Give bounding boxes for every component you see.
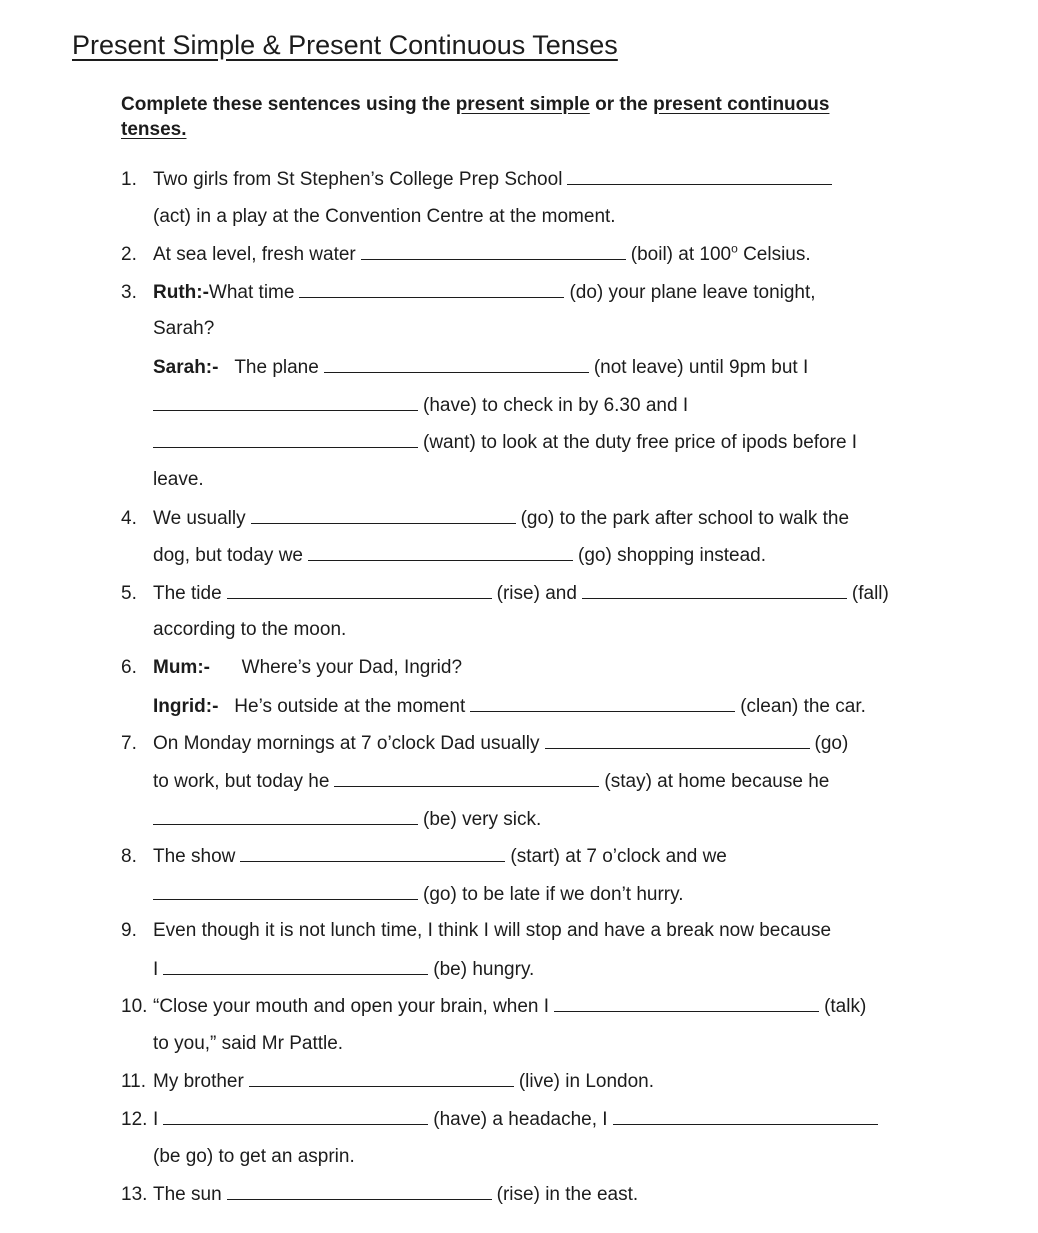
question-9-line-1 <box>121 918 831 944</box>
question-5-line-2 <box>153 617 346 643</box>
instructions-present-continuous: present continuous <box>653 94 830 115</box>
question-11-line-1 <box>121 1068 654 1094</box>
question-number: 6. <box>121 657 137 678</box>
question-number: 13. <box>121 1184 148 1205</box>
question-text: (have) a headache, I <box>433 1109 608 1130</box>
question-12-line-1 <box>121 1106 883 1132</box>
question-number: 9. <box>121 920 137 941</box>
question-text: Even though it is not lunch time, I think I will stop and have a break now because <box>153 920 832 941</box>
question-text: The tide <box>153 583 222 604</box>
question-3-line-4 <box>153 392 688 418</box>
question-text: At sea level, fresh water <box>153 244 356 265</box>
question-text: (talk) <box>824 996 867 1017</box>
question-3-line-3 <box>153 354 808 380</box>
answer-blank[interactable] <box>361 241 626 260</box>
question-13-line-1 <box>121 1181 638 1207</box>
question-text: (fall) <box>851 583 889 604</box>
answer-blank[interactable] <box>308 542 573 561</box>
question-10-line-2 <box>153 1031 343 1057</box>
question-7-line-3 <box>153 806 541 832</box>
question-3-line-6 <box>153 467 204 493</box>
question-8-line-2 <box>153 881 684 907</box>
question-1-line-2 <box>153 204 616 230</box>
speaker-sarah: Sarah:- <box>153 357 219 378</box>
question-number: 3. <box>121 282 137 303</box>
question-7-line-2 <box>153 768 829 794</box>
question-text: to you,” said Mr Pattle. <box>153 1033 344 1054</box>
instructions-present-simple: present simple <box>455 94 590 115</box>
question-text: (act) in a play at the Convention Centre at the moment. <box>153 206 616 227</box>
question-text: (start) at 7 o’clock and we <box>510 846 727 867</box>
question-text: I <box>153 1109 159 1130</box>
answer-blank[interactable] <box>227 580 492 599</box>
answer-blank[interactable] <box>163 956 428 975</box>
answer-blank[interactable] <box>554 993 819 1012</box>
question-text: (be) very sick. <box>423 809 542 830</box>
answer-blank[interactable] <box>613 1106 878 1125</box>
answer-blank[interactable] <box>470 693 735 712</box>
question-text: Two girls from St Stephen’s College Prep School <box>153 169 563 190</box>
question-6-line-2 <box>153 693 866 719</box>
instructions <box>121 92 951 142</box>
answer-blank[interactable] <box>249 1068 514 1087</box>
question-text: (live) in London. <box>518 1071 655 1092</box>
question-text: leave. <box>153 469 204 490</box>
instructions-suffix: tenses. <box>121 119 187 140</box>
answer-blank[interactable] <box>545 730 810 749</box>
answer-blank[interactable] <box>582 580 847 599</box>
answer-blank[interactable] <box>334 768 599 787</box>
question-5-line-1 <box>121 580 889 606</box>
question-text: I <box>153 959 159 980</box>
question-text: (clean) the car. <box>740 696 866 717</box>
question-text: (rise) and <box>496 583 577 604</box>
question-text: On Monday mornings at 7 o’clock Dad usually <box>153 733 540 754</box>
question-text: The sun <box>153 1184 222 1205</box>
question-4-line-1 <box>121 505 849 531</box>
question-2-line-1 <box>121 241 811 267</box>
question-8-line-1 <box>121 843 727 869</box>
question-text: What time <box>208 282 295 303</box>
question-text: (go) <box>814 733 849 754</box>
degree-symbol: o <box>731 241 738 256</box>
question-text: (go) to the park after school to walk the <box>520 508 850 529</box>
speaker-ruth: Ruth:- <box>153 282 209 303</box>
question-number: 10. <box>121 996 148 1017</box>
answer-blank[interactable] <box>153 881 418 900</box>
answer-blank[interactable] <box>153 806 418 825</box>
question-3-line-2 <box>153 316 214 342</box>
question-6-line-1 <box>121 655 462 681</box>
question-text: He’s outside at the moment <box>234 696 466 717</box>
question-text: according to the moon. <box>153 619 347 640</box>
question-text: dog, but today we <box>153 545 303 566</box>
question-number: 7. <box>121 733 137 754</box>
question-text: (go) shopping instead. <box>578 545 767 566</box>
question-text: (boil) at 100 <box>630 244 732 265</box>
question-text: (go) to be late if we don’t hurry. <box>423 884 684 905</box>
question-text: “Close your mouth and open your brain, when I <box>153 996 550 1017</box>
question-text: We usually <box>153 508 246 529</box>
question-number: 8. <box>121 846 137 867</box>
answer-blank[interactable] <box>163 1106 428 1125</box>
question-3-line-5 <box>153 429 857 455</box>
answer-blank[interactable] <box>153 429 418 448</box>
instructions-mid: or the <box>589 94 654 115</box>
question-text: Where’s your Dad, Ingrid? <box>241 657 463 678</box>
question-number: 12. <box>121 1109 148 1130</box>
answer-blank[interactable] <box>324 354 589 373</box>
question-text: (stay) at home because he <box>604 771 830 792</box>
page-title: Present Simple & Present Continuous Tenses <box>72 30 618 60</box>
question-text: Sarah? <box>153 318 215 339</box>
question-1-line-1 <box>121 166 837 192</box>
question-text: to work, but today he <box>153 771 330 792</box>
question-text: (have) to check in by 6.30 and I <box>423 395 689 416</box>
answer-blank[interactable] <box>227 1181 492 1200</box>
instructions-prefix: Complete these sentences using the <box>121 94 456 115</box>
speaker-mum: Mum:- <box>153 657 210 678</box>
question-10-line-1 <box>121 993 866 1019</box>
question-4-line-2 <box>153 542 766 568</box>
answer-blank[interactable] <box>299 279 564 298</box>
answer-blank[interactable] <box>153 392 418 411</box>
answer-blank[interactable] <box>251 505 516 524</box>
speaker-ingrid: Ingrid:- <box>153 696 219 717</box>
question-12-line-2 <box>153 1144 355 1170</box>
question-text: (do) your plane leave tonight, <box>569 282 816 303</box>
question-text: Celsius. <box>737 244 811 265</box>
question-number: 4. <box>121 508 137 529</box>
answer-blank[interactable] <box>567 166 832 185</box>
answer-blank[interactable] <box>240 843 505 862</box>
question-number: 1. <box>121 169 137 190</box>
question-number: 5. <box>121 583 137 604</box>
question-3-line-1 <box>121 279 816 305</box>
question-text: (be go) to get an asprin. <box>153 1146 355 1167</box>
question-text: (rise) in the east. <box>496 1184 639 1205</box>
question-7-line-1 <box>121 730 848 756</box>
question-text: (want) to look at the duty free price of ipods before I <box>423 432 858 453</box>
question-9-line-2 <box>153 956 534 982</box>
question-text: My brother <box>153 1071 244 1092</box>
question-number: 2. <box>121 244 137 265</box>
question-text: (be) hungry. <box>433 959 535 980</box>
question-text: The show <box>153 846 236 867</box>
question-text: The plane <box>234 357 319 378</box>
question-text: (not leave) until 9pm but I <box>593 357 809 378</box>
question-number: 11. <box>121 1071 147 1092</box>
